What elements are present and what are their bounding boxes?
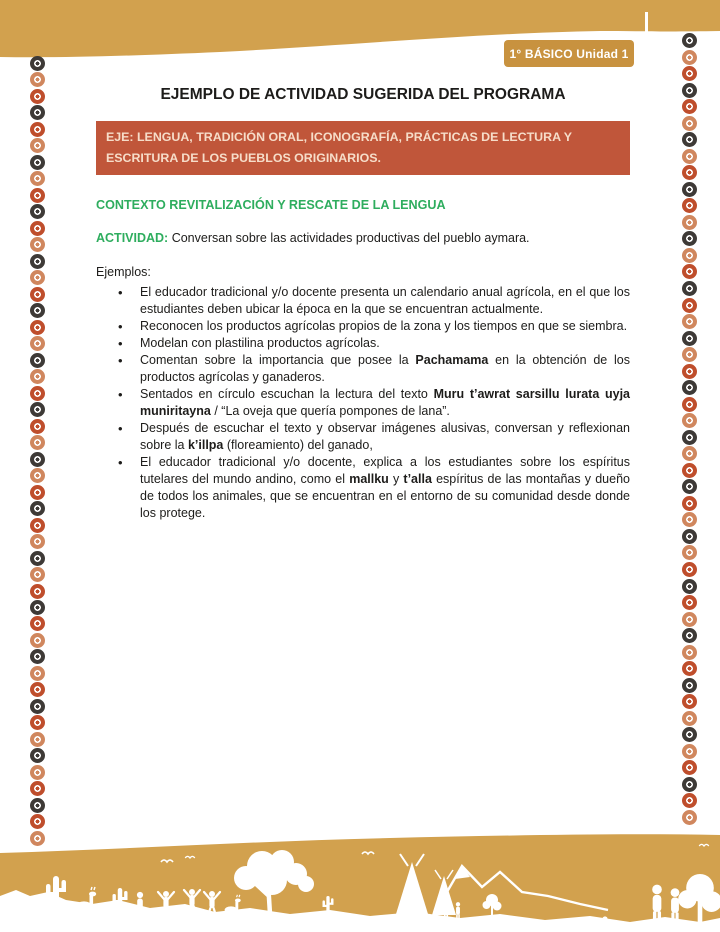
rosette-icon	[30, 732, 45, 747]
rosette-icon	[682, 479, 697, 494]
rosette-icon	[682, 413, 697, 428]
rosette-icon	[30, 715, 45, 730]
rosette-icon	[682, 198, 697, 213]
rosette-icon	[682, 545, 697, 560]
rosette-icon	[30, 682, 45, 697]
examples-label: Ejemplos:	[96, 265, 151, 279]
rosette-icon	[682, 231, 697, 246]
rosette-icon	[30, 534, 45, 549]
rosette-icon	[30, 584, 45, 599]
rosette-icon	[30, 567, 45, 582]
rosette-icon	[30, 501, 45, 516]
rosette-icon	[682, 132, 697, 147]
rosette-icon	[30, 287, 45, 302]
rosette-icon	[682, 645, 697, 660]
rosette-icon	[682, 215, 697, 230]
list-item	[96, 386, 630, 420]
rosette-icon	[682, 529, 697, 544]
rosette-icon	[30, 188, 45, 203]
rosette-icon	[30, 237, 45, 252]
rosette-icon	[682, 810, 697, 825]
rosette-icon	[682, 727, 697, 742]
rosette-icon	[30, 666, 45, 681]
rosette-icon	[30, 435, 45, 450]
rosette-icon	[30, 386, 45, 401]
rosette-icon	[682, 446, 697, 461]
rosette-icon	[682, 116, 697, 131]
list-item-text: y	[388, 472, 404, 486]
rosette-icon	[30, 814, 45, 829]
list-item-text: mallku	[349, 472, 389, 486]
list-item	[96, 420, 630, 454]
list-item-text: Reconocen los productos agrícolas propios de la zona y los tiempos en que se siembra.	[140, 319, 628, 333]
rosette-icon	[682, 50, 697, 65]
list-item-text: t’alla	[403, 472, 432, 486]
activity-text: Conversan sobre las actividades productivas del pueblo aymara.	[168, 231, 530, 245]
rosette-icon	[682, 694, 697, 709]
rosette-icon	[682, 99, 697, 114]
rosette-icon	[30, 56, 45, 71]
rosette-icon	[682, 264, 697, 279]
rosette-icon	[30, 485, 45, 500]
footer-landscape	[0, 832, 720, 932]
rosette-icon	[682, 562, 697, 577]
rosette-icon	[30, 402, 45, 417]
ground-silhouette	[645, 922, 720, 932]
rosette-icon	[682, 165, 697, 180]
rosette-icon	[30, 336, 45, 351]
rosette-icon	[30, 616, 45, 631]
rosette-icon	[30, 303, 45, 318]
rosette-icon	[682, 281, 697, 296]
page-title: EJEMPLO DE ACTIVIDAD SUGERIDA DEL PROGRAMA	[160, 86, 566, 103]
rosette-icon	[682, 248, 697, 263]
rosette-icon	[30, 171, 45, 186]
rosette-icon	[30, 89, 45, 104]
rosette-icon	[30, 765, 45, 780]
rosette-icon	[682, 463, 697, 478]
rosette-icon	[682, 661, 697, 676]
rosette-icon	[30, 72, 45, 87]
examples-list	[96, 284, 630, 522]
rosette-icon	[30, 518, 45, 533]
list-item-text: El educador tradicional y/o docente, explica a los estudiantes sobre los espíritus tutelares del mundo andino, como el	[140, 455, 630, 486]
rosette-icon	[682, 678, 697, 693]
rosette-icon	[30, 353, 45, 368]
rosette-icon	[682, 314, 697, 329]
rosette-icon	[682, 430, 697, 445]
rosette-icon	[682, 595, 697, 610]
rosette-icon	[682, 612, 697, 627]
document-body	[96, 86, 630, 522]
unit-badge: 1° BÁSICO Unidad 1	[504, 40, 634, 67]
rosette-icon	[30, 699, 45, 714]
rosette-icon	[30, 122, 45, 137]
list-item-text: en la obtención de los productos agrícolas y ganaderos.	[140, 353, 631, 384]
rosette-icon	[682, 33, 697, 48]
rosette-icon	[682, 331, 697, 346]
list-item-text: / “La oveja que quería pompones de lana”.	[210, 404, 450, 418]
list-item	[96, 454, 630, 522]
rosette-icon	[682, 496, 697, 511]
rosette-icon	[30, 798, 45, 813]
rosette-icon	[30, 468, 45, 483]
list-item	[96, 318, 630, 335]
list-item-text: espíritus de las montañas y dueño de todos los animales, que se encuentran en el entorno de su comunidad desde donde los protege.	[140, 472, 630, 520]
context-heading: CONTEXTO REVITALIZACIÓN Y RESCATE DE LA LENGUA	[96, 198, 446, 212]
rosette-icon	[30, 452, 45, 467]
rosette-icon	[682, 579, 697, 594]
rosette-icon	[30, 649, 45, 664]
rosette-icon	[682, 744, 697, 759]
rosette-icon	[30, 204, 45, 219]
rosette-icon	[30, 320, 45, 335]
rosette-icon	[682, 347, 697, 362]
rosette-icon	[682, 397, 697, 412]
rosette-icon	[30, 633, 45, 648]
list-item-text: (floreamiento) del ganado,	[223, 438, 373, 452]
rosette-icon	[682, 83, 697, 98]
rosette-icon	[682, 182, 697, 197]
list-item	[96, 284, 630, 318]
activity-line	[96, 230, 630, 247]
rosette-icon	[30, 748, 45, 763]
rosette-icon	[30, 551, 45, 566]
list-item-text: El educador tradicional y/o docente presenta un calendario anual agrícola, en el que los estudiantes deben ubicar la época en la que se encuentran actualmente.	[140, 285, 630, 316]
list-item-text: k’illpa	[187, 438, 224, 452]
rosette-icon	[30, 781, 45, 796]
rosette-icon	[682, 793, 697, 808]
list-item-text: Después de escuchar el texto y observar imágenes alusivas, conversan y reflexionan sobre la	[140, 421, 630, 452]
rosette-icon	[30, 600, 45, 615]
rosette-icon	[682, 149, 697, 164]
list-item-text: Pachamama	[415, 353, 489, 367]
rosette-icon	[682, 628, 697, 643]
rosette-icon	[682, 298, 697, 313]
rosette-icon	[682, 66, 697, 81]
rosette-icon	[30, 138, 45, 153]
rosette-icon	[30, 155, 45, 170]
list-item-text: Modelan con plastilina productos agrícolas.	[140, 336, 380, 350]
rosette-icon	[30, 369, 45, 384]
rosette-icon	[682, 380, 697, 395]
rosette-icon	[30, 270, 45, 285]
rosette-icon	[682, 364, 697, 379]
rosette-icon	[30, 254, 45, 269]
list-item-text: Muru t’awrat sarsillu lurata uyja muniritayna	[140, 387, 630, 418]
rosette-icon	[682, 711, 697, 726]
list-item	[96, 352, 630, 386]
rosette-icon	[30, 221, 45, 236]
activity-label: ACTIVIDAD:	[96, 231, 169, 245]
list-item-text: Sentados en círculo escuchan la lectura del texto	[140, 387, 434, 401]
rosette-icon	[30, 105, 45, 120]
rosette-icon	[682, 760, 697, 775]
rosette-icon	[682, 512, 697, 527]
list-item	[96, 335, 630, 352]
rosette-icon	[682, 777, 697, 792]
eje-banner: EJE: LENGUA, TRADICIÓN ORAL, ICONOGRAFÍA, PRÁCTICAS DE LECTURA Y ESCRITURA DE LOS PUEBLOS ORIGINARIOS.	[96, 121, 630, 175]
left-border-ornament	[29, 56, 46, 846]
rosette-icon	[30, 419, 45, 434]
list-item-text: Comentan sobre la importancia que posee la	[140, 353, 416, 367]
right-border-ornament	[681, 33, 698, 825]
